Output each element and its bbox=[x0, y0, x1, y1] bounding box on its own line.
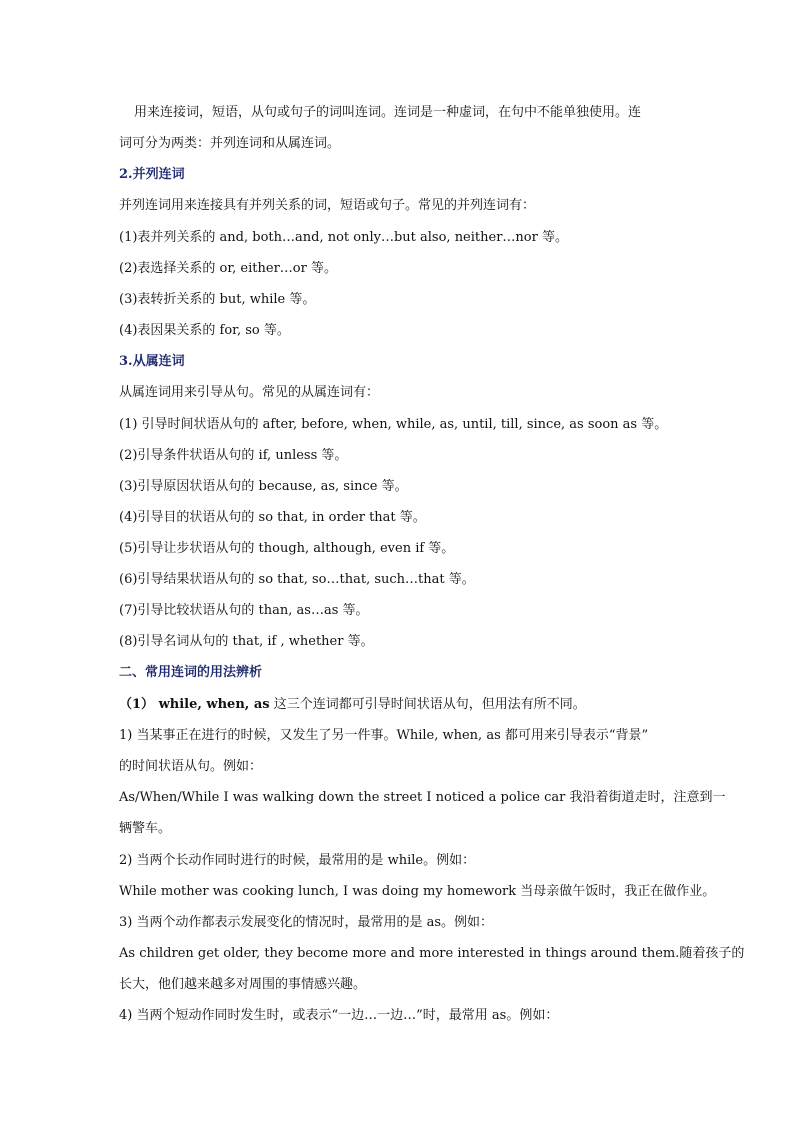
subsection-line bbox=[119, 697, 679, 713]
paragraph-line: 1) 当某事正在进行的时候，又发生了另一件事。While, when, as 都可用来引导表示“背景” bbox=[119, 728, 649, 743]
intro-line-2: 词可分为两类：并列连词和从属连词。 bbox=[119, 136, 341, 151]
paragraph-line: 的时间状语从句。例如： bbox=[119, 759, 263, 774]
section-heading-subordinating: 3.从属连词 bbox=[119, 354, 185, 369]
paragraph-line: 3) 当两个动作都表示发展变化的情况时，最常用的是 as。例如： bbox=[119, 915, 494, 930]
paragraph-line: 4) 当两个短动作同时发生时，或表示“一边…一边…”时，最常用 as。例如： bbox=[119, 1008, 559, 1023]
list-item: (4)引导目的状语从句的 so that, in order that 等。 bbox=[119, 510, 426, 525]
list-item: (5)引导让步状语从句的 though, although, even if 等。 bbox=[119, 541, 455, 556]
list-item: (7)引导比较状语从句的 than, as…as 等。 bbox=[119, 603, 369, 618]
subsection-rest: 这三个连词都可引导时间状语从句，但用法有所不同。 bbox=[269, 697, 586, 712]
list-item: (3)引导原因状语从句的 because, as, since 等。 bbox=[119, 479, 408, 494]
subsection-lead: （1） while, when, as bbox=[119, 697, 270, 712]
paragraph-line: 2) 当两个长动作同时进行的时候，最常用的是 while。例如： bbox=[119, 853, 476, 868]
example-line: 长大，他们越来越多对周围的事情感兴趣。 bbox=[119, 977, 367, 992]
example-line: As children get older, they become more and more interested in things around them.随着孩子的 bbox=[119, 946, 745, 961]
example-line: As/When/While I was walking down the street I noticed a police car 我沿着街道走时，注意到一 bbox=[119, 790, 726, 805]
list-item: (1)表并列关系的 and, both…and, not only…but also, neither…nor 等。 bbox=[119, 230, 568, 245]
example-line: While mother was cooking lunch, I was doing my homework 当母亲做午饭时，我正在做作业。 bbox=[119, 884, 716, 899]
list-item: (2)表选择关系的 or, either…or 等。 bbox=[119, 261, 337, 276]
part-heading-usage: 二、常用连词的用法辨析 bbox=[119, 665, 263, 680]
list-item: (3)表转折关系的 but, while 等。 bbox=[119, 292, 316, 307]
list-item: (2)引导条件状语从句的 if, unless 等。 bbox=[119, 448, 348, 463]
list-item: (4)表因果关系的 for, so 等。 bbox=[119, 323, 290, 338]
example-line: 辆警车。 bbox=[119, 821, 172, 836]
section-desc-coordinating: 并列连词用来连接具有并列关系的词，短语或句子。常见的并列连词有： bbox=[119, 198, 536, 213]
section-desc-subordinating: 从属连词用来引导从句。常见的从属连词有： bbox=[119, 385, 380, 400]
list-item: (1) 引导时间状语从句的 after, before, when, while, as, until, till, since, as soon as 等。 bbox=[119, 417, 668, 432]
intro-line-1: 用来连接词，短语，从句或句子的词叫连词。连词是一种虚词，在句中不能单独使用。连 bbox=[134, 105, 642, 120]
section-heading-coordinating: 2.并列连词 bbox=[119, 167, 185, 182]
list-item: (6)引导结果状语从句的 so that, so…that, such…that 等。 bbox=[119, 572, 475, 587]
list-item: (8)引导名词从句的 that, if , whether 等。 bbox=[119, 634, 374, 649]
